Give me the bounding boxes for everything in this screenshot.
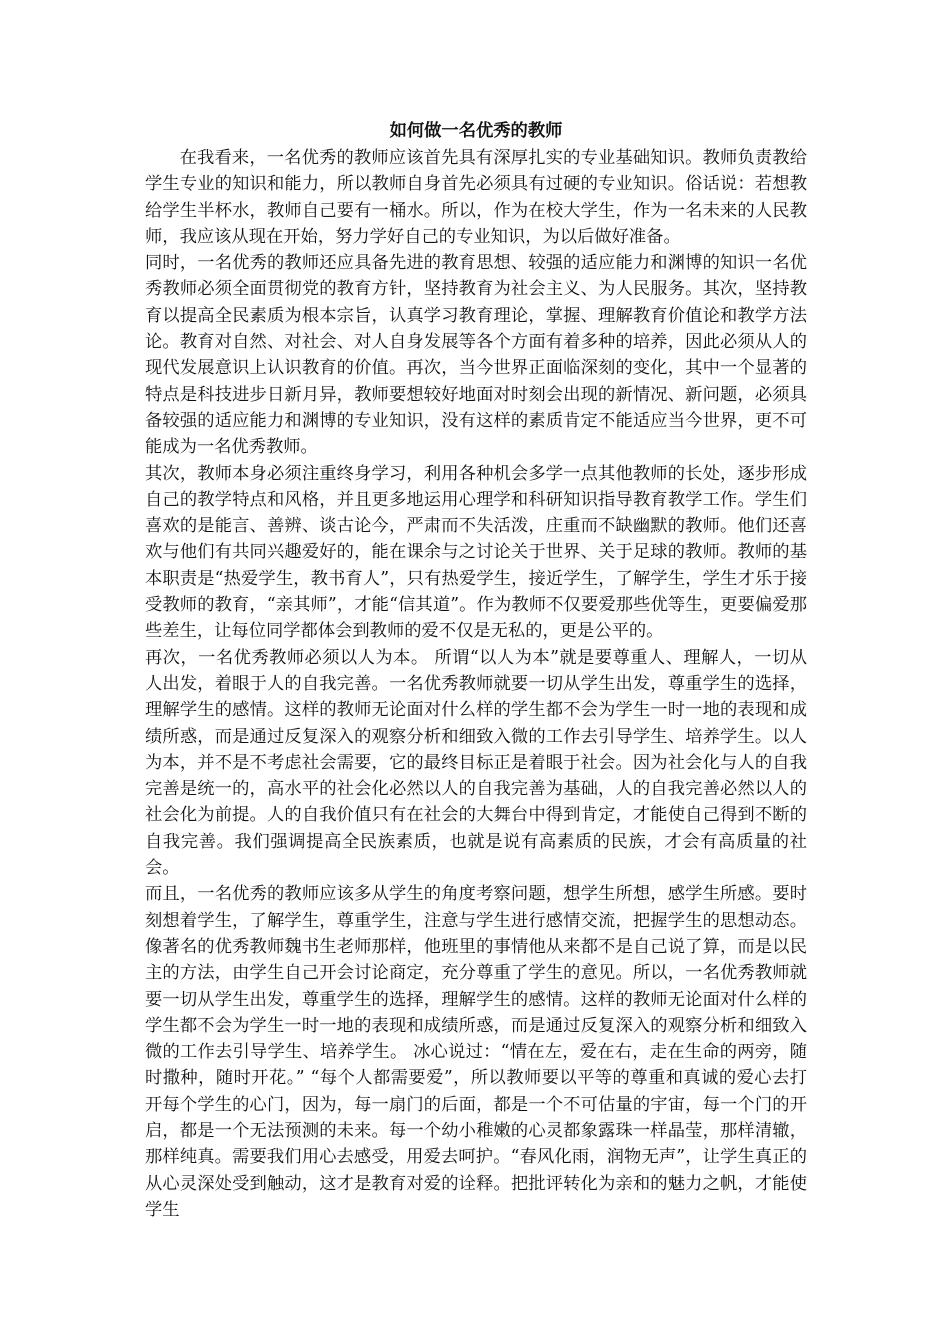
paragraph-3: 其次，教师本身必须注重终身学习，利用各种机会多学一点其他教师的长处，逐步形成自己的教学特点和风格，并且更多地运用心理学和科研知识指导教育教学工作。学生们喜欢的是能言、善辨、谈古论今，严肃而不失活泼，庄重而不缺幽默的教师。他们还喜欢与他们有共同兴趣爱好的，能在课余与之讨论关于世界、关于足球的教师。教师的基本职责是“热爱学生，教书育人”，只有热爱学生，接近学生，了解学生，学生才乐于接受教师的教育，“亲其师”，才能“信其道”。作为教师不仅要爱那些优等生，更要偏爱那些差生，让每位同学都体会到教师的爱不仅是无私的，更是公平的。 <box>145 463 807 642</box>
document-title: 如何做一名优秀的教师 <box>389 121 563 141</box>
document-page <box>145 118 807 1223</box>
paragraph-1: 在我看来，一名优秀的教师应该首先具有深厚扎实的专业基础知识。教师负责教给学生专业的知识和能力，所以教师自身首先必须具有过硬的专业知识。俗话说：若想教给学生半杯水，教师自己要有一桶水。所以，作为在校大学生，作为一名未来的人民教师，我应该从现在开始，努力学好自己的专业知识，为以后做好准备。 <box>145 148 807 247</box>
paragraph-4: 再次，一名优秀教师必须以人为本。 所谓“以人为本”就是要尊重人、理解人，一切从人出发，着眼于人的自我完善。一名优秀教师就要一切从学生出发，尊重学生的选择，理解学生的感情。这样的教师无论面对什么样的学生都不会为学生一时一地的表现和成绩所惑，而是通过反复深入的观察分析和细致入微的工作去引导学生、培养学生。以人为本，并不是不考虑社会需要，它的最终目标正是着眼于社会。因为社会化与人的自我完善是统一的，高水平的社会化必然以人的自我完善为基础，人的自我完善必然以人的社会化为前提。人的自我价值只有在社会的大舞台中得到肯定，才能使自己得到不断的自我完善。我们强调提高全民族素质，也就是说有高素质的民族，才会有高质量的社会。 <box>145 647 807 879</box>
paragraph-2: 同时，一名优秀的教师还应具备先进的教育思想、较强的适应能力和渊博的知识一名优秀教师必须全面贯彻党的教育方针，坚持教育为社会主义、为人民服务。其次，坚持教育以提高全民素质为根本宗旨，认真学习教育理论，掌握、理解教育价值论和教学方法论。教育对自然、对社会、对人自身发展等各个方面有着多种的培养，因此必须从人的现代发展意识上认识教育的价值。再次，当今世界正面临深刻的变化，其中一个显著的特点是科技进步日新月异，教师要想较好地面对时刻会出现的新情况、新问题，必须具备较强的适应能力和渊博的专业知识，没有这样的素质肯定不能适应当今世界，更不可能成为一名优秀教师。 <box>145 253 807 458</box>
paragraph-5: 而且，一名优秀的教师应该多从学生的角度考察问题，想学生所想，感学生所感。要时刻想着学生，了解学生，尊重学生，注意与学生进行感情交流，把握学生的思想动态。像著名的优秀教师魏书生老师那样，他班里的事情他从来都不是自己说了算，而是以民主的方法，由学生自己开会讨论商定，充分尊重了学生的意见。所以，一名优秀教师就要一切从学生出发，尊重学生的选择，理解学生的感情。这样的教师无论面对什么样的学生都不会为学生一时一地的表现和成绩所惑，而是通过反复深入的观察分析和细致入微的工作去引导学生、培养学生。 冰心说过：“情在左，爱在右，走在生命的两旁，随时撒种，随时开花。” “每个人都需要爱”，所以教师要以平等的尊重和真诚的爱心去打开每个学生的心门，因为，每一扇门的后面，都是一个不可估量的宇宙，每一个门的开启，都是一个无法预测的未来。每一个幼小稚嫩的心灵都象露珠一样晶莹，那样清辙，那样纯真。需要我们用心去感受，用爱去呵护。“春风化雨，润物无声”，让学生真正的从心灵深处受到触动，这才是教育对爱的诠释。把批评转化为亲和的魅力之帆，才能使学生 <box>145 884 807 1220</box>
